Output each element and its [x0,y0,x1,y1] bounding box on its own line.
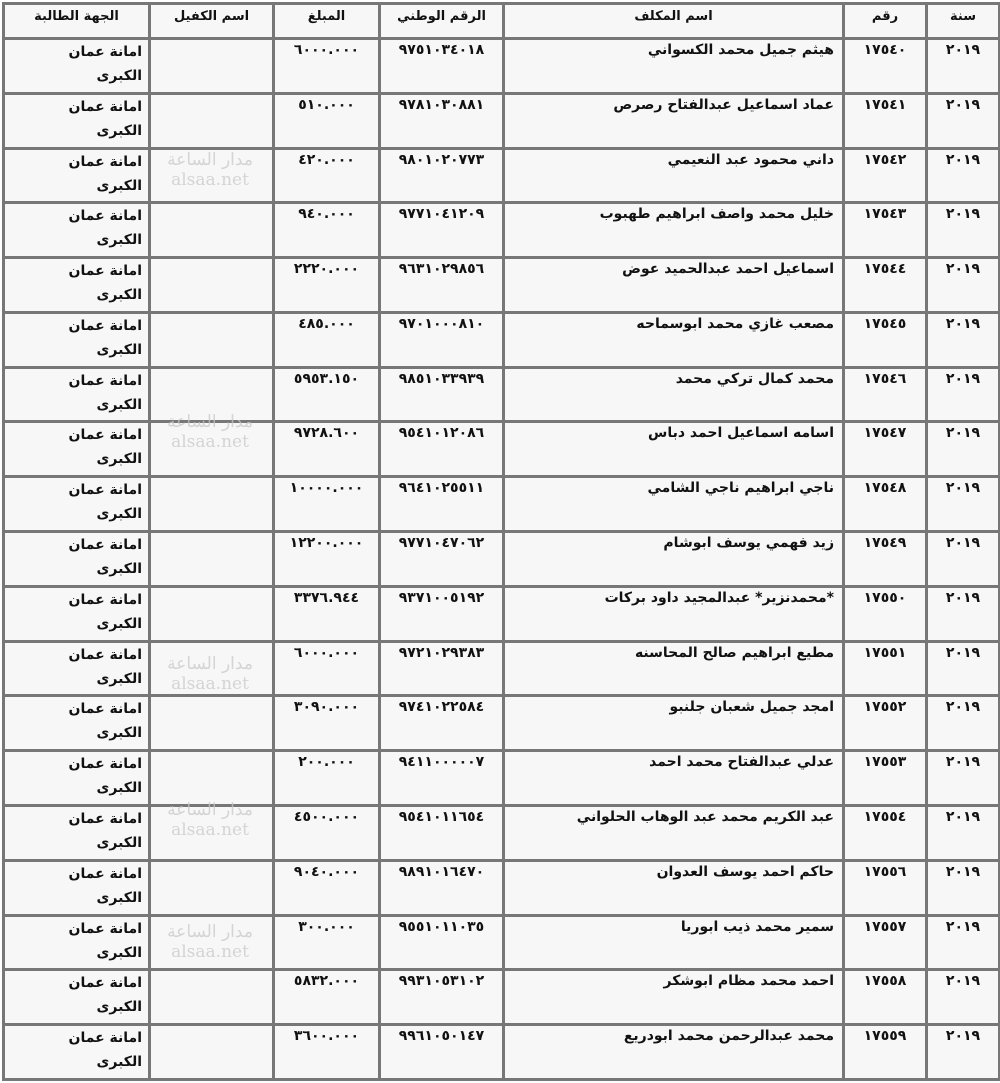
table-row [4,258,1000,313]
number-cell: ١٧٥٤٢ [844,148,927,203]
guarantor-cell [150,751,274,806]
authority-line: الكبرى [96,177,142,194]
authority-line: الكبرى [96,615,142,632]
header-number: رقم [844,4,927,39]
number-cell: ١٧٥٤٣ [844,203,927,258]
guarantor-cell [150,970,274,1025]
number-cell: ١٧٥٥٤ [844,805,927,860]
guarantor-cell [150,1025,274,1080]
name-cell: حاكم احمد يوسف العدوان [504,860,844,915]
number-cell: ١٧٥٤٥ [844,312,927,367]
national-id-cell: ٩٧٢١٠٢٩٣٨٣ [380,641,504,696]
authority-line: امانة عمان [68,701,142,718]
national-id-cell: ٩٧٥١٠٣٤٠١٨ [380,39,504,94]
amount-cell: ٥٩٥٣.١٥٠ [274,367,380,422]
name-cell: عبد الكريم محمد عبد الوهاب الحلواني [504,805,844,860]
national-id-cell: ٩٩٣١٠٥٣١٠٢ [380,970,504,1025]
watermark-latin: alsaa.net [171,820,249,840]
table-row [4,751,1000,806]
authority-line: امانة عمان [68,920,142,937]
year-cell: ٢٠١٩ [927,312,1000,367]
authority-line: الكبرى [96,725,142,742]
table-row [4,203,1000,258]
name-cell: *محمدنزير* عبدالمجيد داود بركات [504,586,844,641]
name-cell: داني محمود عبد النعيمي [504,148,844,203]
authority-line: امانة عمان [68,153,142,170]
header-national-id: الرقم الوطني [380,4,504,39]
year-cell: ٢٠١٩ [927,532,1000,587]
authority-line: الكبرى [96,232,142,249]
name-cell: خليل محمد واصف ابراهيم طهبوب [504,203,844,258]
amount-cell: ٩٤٠.٠٠٠ [274,203,380,258]
number-cell: ١٧٥٥٩ [844,1025,927,1080]
table-row [4,641,1000,696]
authority-cell [4,148,150,203]
header-row [4,4,1000,39]
name-cell: امجد جميل شعبان جلنبو [504,696,844,751]
watermark-arabic: مدار الساعة [167,922,253,942]
name-cell: عماد اسماعيل عبدالفتاح رصرص [504,93,844,148]
number-cell: ١٧٥٥٣ [844,751,927,806]
amount-cell: ٣٠٩٠.٠٠٠ [274,696,380,751]
table-row [4,696,1000,751]
year-cell: ٢٠١٩ [927,696,1000,751]
national-id-cell: ٩٧٨١٠٣٠٨٨١ [380,93,504,148]
authority-line: الكبرى [96,670,142,687]
amount-cell: ٤٥٠٠.٠٠٠ [274,805,380,860]
authority-cell [4,751,150,806]
watermark-arabic: مدار الساعة [167,800,253,820]
number-cell: ١٧٥٤٨ [844,477,927,532]
authority-line: امانة عمان [68,810,142,827]
authority-line: الكبرى [96,68,142,84]
guarantor-cell [150,696,274,751]
guarantor-cell [150,805,274,860]
national-id-cell: ٩٧٤١٠٢٢٥٨٤ [380,696,504,751]
number-cell: ١٧٥٤١ [844,93,927,148]
authority-cell [4,970,150,1025]
authority-cell [4,93,150,148]
header-authority: الجهة الطالبة [4,4,150,39]
national-id-cell: ٩٩٦١٠٥٠١٤٧ [380,1025,504,1080]
authority-line: امانة عمان [68,646,142,663]
table-row [4,915,1000,970]
authority-line: الكبرى [96,561,142,578]
watermark-latin: alsaa.net [171,942,249,962]
table-row [4,1025,1000,1080]
authority-line: الكبرى [96,1054,142,1071]
name-cell: اسماعيل احمد عبدالحميد عوض [504,258,844,313]
authority-cell [4,696,150,751]
table-row [4,805,1000,860]
amount-cell: ٤٢٠.٠٠٠ [274,148,380,203]
authority-line: الكبرى [96,780,142,797]
guarantor-cell [150,860,274,915]
authority-line: الكبرى [96,506,142,523]
name-cell: زيد فهمي يوسف ابوشام [504,532,844,587]
authority-line: الكبرى [96,122,142,139]
authority-line: امانة عمان [68,482,142,499]
authority-line: الكبرى [96,999,142,1016]
national-id-cell: ٩٣٧١٠٠٥١٩٢ [380,586,504,641]
table-row [4,148,1000,203]
national-id-cell: ٩٧٠١٠٠٠٨١٠ [380,312,504,367]
authority-line: امانة عمان [68,317,142,334]
watermark-arabic: مدار الساعة [167,412,253,432]
amount-cell: ٥٨٣٢.٠٠٠ [274,970,380,1025]
authority-line: امانة عمان [68,98,142,115]
header-amount: المبلغ [274,4,380,39]
amount-cell: ٢٠٠.٠٠٠ [274,751,380,806]
year-cell: ٢٠١٩ [927,367,1000,422]
year-cell: ٢٠١٩ [927,148,1000,203]
guarantor-cell [150,586,274,641]
table-row [4,422,1000,477]
watermark-latin: alsaa.net [171,432,249,452]
number-cell: ١٧٥٥١ [844,641,927,696]
name-cell: محمد كمال تركي محمد [504,367,844,422]
authority-line: امانة عمان [68,44,142,60]
amount-cell: ٩٧٢٨.٦٠٠ [274,422,380,477]
authority-line: الكبرى [96,834,142,851]
year-cell: ٢٠١٩ [927,641,1000,696]
authority-line: امانة عمان [68,208,142,225]
authority-line: امانة عمان [68,591,142,608]
amount-cell: ١٠٠٠٠.٠٠٠ [274,477,380,532]
year-cell: ٢٠١٩ [927,258,1000,313]
amount-cell: ٣٠٠.٠٠٠ [274,915,380,970]
year-cell: ٢٠١٩ [927,39,1000,94]
number-cell: ١٧٥٤٠ [844,39,927,94]
guarantor-cell [150,915,274,970]
amount-cell: ٦٠٠٠.٠٠٠ [274,641,380,696]
authority-line: امانة عمان [68,427,142,444]
year-cell: ٢٠١٩ [927,422,1000,477]
national-id-cell: ٩٦٣١٠٢٩٨٥٦ [380,258,504,313]
authority-line: امانة عمان [68,1030,142,1047]
number-cell: ١٧٥٥٧ [844,915,927,970]
guarantor-cell [150,422,274,477]
authority-cell [4,805,150,860]
authority-cell [4,258,150,313]
guarantor-cell [150,641,274,696]
guarantor-cell [150,39,274,94]
year-cell: ٢٠١٩ [927,860,1000,915]
guarantor-cell [150,532,274,587]
year-cell: ٢٠١٩ [927,477,1000,532]
name-cell: عدلي عبدالفتاح محمد احمد [504,751,844,806]
authority-cell [4,422,150,477]
number-cell: ١٧٥٥٨ [844,970,927,1025]
watermark-arabic: مدار الساعة [167,150,253,170]
table-row [4,312,1000,367]
name-cell: مطيع ابراهيم صالح المحاسنه [504,641,844,696]
national-id-cell: ٩٥٤١٠١١٦٥٤ [380,805,504,860]
amount-cell: ٦٠٠٠.٠٠٠ [274,39,380,94]
number-cell: ١٧٥٤٧ [844,422,927,477]
table-row [4,532,1000,587]
authority-line: امانة عمان [68,537,142,554]
authority-cell [4,1025,150,1080]
authority-cell [4,39,150,94]
number-cell: ١٧٥٤٦ [844,367,927,422]
header-name: اسم المكلف [504,4,844,39]
table-row [4,586,1000,641]
number-cell: ١٧٥٥٠ [844,586,927,641]
amount-cell: ٤٨٥.٠٠٠ [274,312,380,367]
amount-cell: ٣٣٧٦.٩٤٤ [274,586,380,641]
name-cell: هيثم جميل محمد الكسواني [504,39,844,94]
watermark-latin: alsaa.net [171,170,249,190]
authority-cell [4,203,150,258]
guarantor-cell [150,93,274,148]
authority-line: امانة عمان [68,865,142,882]
number-cell: ١٧٥٥٦ [844,860,927,915]
amount-cell: ٥١٠.٠٠٠ [274,93,380,148]
name-cell: ناجي ابراهيم ناجي الشامي [504,477,844,532]
number-cell: ١٧٥٤٩ [844,532,927,587]
authority-line: امانة عمان [68,756,142,773]
debtors-table [2,2,1000,1081]
authority-line: الكبرى [96,451,142,468]
guarantor-cell [150,312,274,367]
name-cell: اسامه اسماعيل احمد دباس [504,422,844,477]
national-id-cell: ٩٧٧١٠٤١٢٠٩ [380,203,504,258]
authority-line: الكبرى [96,944,142,961]
year-cell: ٢٠١٩ [927,915,1000,970]
number-cell: ١٧٥٤٤ [844,258,927,313]
year-cell: ٢٠١٩ [927,805,1000,860]
year-cell: ٢٠١٩ [927,1025,1000,1080]
table-row [4,477,1000,532]
amount-cell: ١٢٢٠٠.٠٠٠ [274,532,380,587]
table-row [4,367,1000,422]
year-cell: ٢٠١٩ [927,93,1000,148]
name-cell: سمير محمد ذيب ابوريا [504,915,844,970]
watermark-latin: alsaa.net [171,674,249,694]
name-cell: احمد محمد مظام ابوشكر [504,970,844,1025]
amount-cell: ٩٠٤٠.٠٠٠ [274,860,380,915]
guarantor-cell [150,367,274,422]
guarantor-cell [150,258,274,313]
authority-line: الكبرى [96,396,142,413]
national-id-cell: ٩٨٩١٠١٦٤٧٠ [380,860,504,915]
authority-line: الكبرى [96,341,142,358]
authority-line: امانة عمان [68,372,142,389]
authority-cell [4,586,150,641]
national-id-cell: ٩٥٥١٠١١٠٣٥ [380,915,504,970]
national-id-cell: ٩٨٠١٠٢٠٧٧٣ [380,148,504,203]
authority-cell [4,477,150,532]
year-cell: ٢٠١٩ [927,203,1000,258]
national-id-cell: ٩٥٤١٠١٢٠٨٦ [380,422,504,477]
watermark-arabic: مدار الساعة [167,654,253,674]
authority-cell [4,367,150,422]
national-id-cell: ٩٧٧١٠٤٧٠٦٢ [380,532,504,587]
table-row [4,93,1000,148]
header-guarantor: اسم الكفيل [150,4,274,39]
name-cell: محمد عبدالرحمن محمد ابودريع [504,1025,844,1080]
authority-cell [4,860,150,915]
authority-cell [4,312,150,367]
guarantor-cell [150,477,274,532]
year-cell: ٢٠١٩ [927,970,1000,1025]
name-cell: مصعب غازي محمد ابوسماحه [504,312,844,367]
guarantor-cell [150,148,274,203]
guarantor-cell [150,203,274,258]
authority-line: امانة عمان [68,263,142,280]
amount-cell: ٣٦٠٠.٠٠٠ [274,1025,380,1080]
national-id-cell: ٩٦٤١٠٢٥٥١١ [380,477,504,532]
table-row [4,970,1000,1025]
authority-cell [4,532,150,587]
national-id-cell: ٩٤١١٠٠٠٠٠٧ [380,751,504,806]
national-id-cell: ٩٨٥١٠٣٣٩٣٩ [380,367,504,422]
amount-cell: ٢٢٢٠.٠٠٠ [274,258,380,313]
number-cell: ١٧٥٥٢ [844,696,927,751]
authority-line: امانة عمان [68,975,142,992]
table-row [4,860,1000,915]
year-cell: ٢٠١٩ [927,586,1000,641]
year-cell: ٢٠١٩ [927,751,1000,806]
authority-line: الكبرى [96,287,142,304]
table-row [4,39,1000,94]
authority-cell [4,641,150,696]
authority-cell [4,915,150,970]
authority-line: الكبرى [96,889,142,906]
header-year: سنة [927,4,1000,39]
